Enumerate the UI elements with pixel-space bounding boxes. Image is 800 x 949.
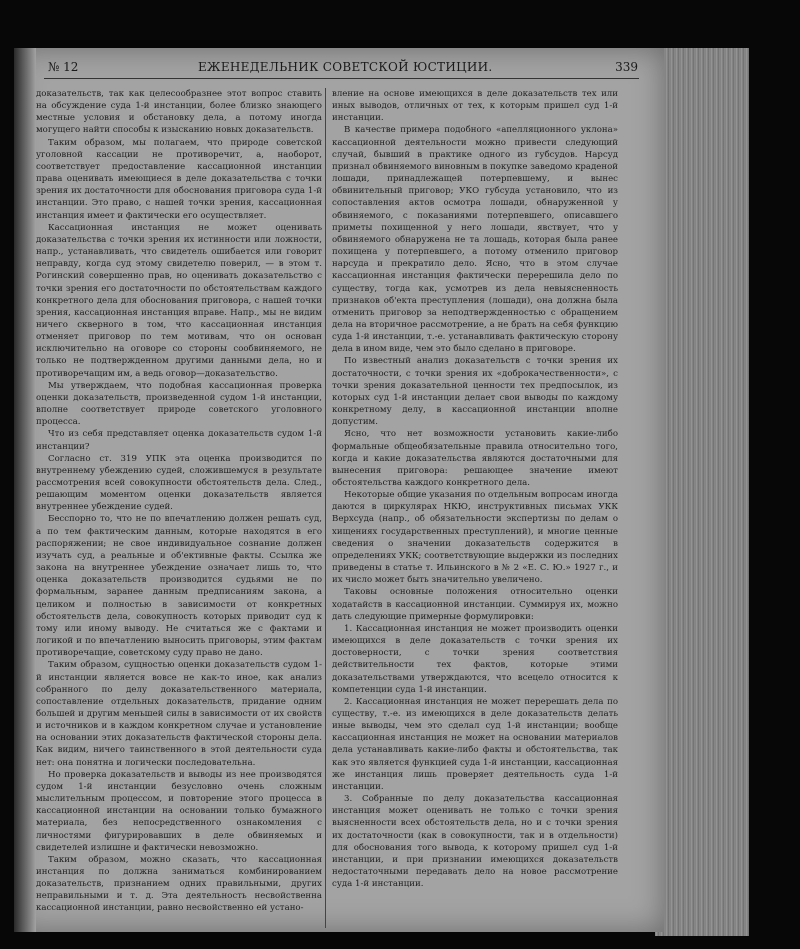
paragraph: Но проверка доказательств и выводы из нее производятся судом 1-й инстанции безусловно очень сложным мыслительным процессом, и повторение этого процесса в кассационной инстанции на основании только бумажного материала, без непосредственного ознакомления с личностями фигурировавших в деле обвиняемых и свидетелей излишне и фактически невозможно. <box>36 769 322 853</box>
header-rule <box>44 78 639 79</box>
column-divider <box>325 88 326 928</box>
paragraph: Ясно, что нет возможности установить какие-либо формальные общеобязательные правила относительно того, когда и какие доказательства являются достаточными для вынесения приговора: решающее значение имеют обстоятельства каждого конкретного дела. <box>332 429 618 488</box>
paragraph: доказательств, так как целесообразнее этот вопрос ставить на обсуждение суда 1-й инстанции, более близко знающего местные условия и обстановку дела, а потому иногда могущего найти способы к изысканию новых доказательств. <box>36 89 322 136</box>
paragraph: Согласно ст. 319 УПК эта оценка производится по внутреннему убеждению судей, сложившемуся в результате рассмотрения всей совокупности обстоятельств дела. След., решающим моментом оценки доказательств является внутреннее убеждение судей. <box>36 453 322 513</box>
page-edge-stack <box>655 48 749 936</box>
paragraph: По известный анализ доказательств с точки зрения их достаточности, с точки зрения их «доброкачественности», с точки зрения доказательной ценности тех предпосылок, из которых суд 1-й инстанции делает свои выводы по каждому конкретному делу, в кассационной инстанции вполне допустим. <box>332 356 618 428</box>
paragraph: 3. Собранные по делу доказательства кассационная инстанция может оценивать не только с точки зрения выясненности всех обстоятельств дела, но и с точки зрения их достаточности (как в совокупности, так и в отдельности) для обоснования того вывода, к которому пришел суд 1-й инстанции, и при признании имеющихся доказательств недостаточными передавать дело на новое рассмотрение суда 1-й инстанции. <box>332 794 618 890</box>
paragraph: Кассационная инстанция не может оценивать доказательства с точки зрения их истинности или ложности, напр., устанавливать, что свидетель ошибается или говорит неправду, когда суд этому свидетелю поверил, — в этом т. Рогинский совершенно прав, но оценивать доказательство с точки зрения его достаточности по обстоятельствам каждого конкретного дела для обоснования приговора, с нашей точки зрения, кассационная инстанция вправе. Напр., мы не видим ничего скверного в том, что кассационная инстанция отменяет приговор по тем мотивам, что он основан исключительно на оговоре со стороны сообвиняемого, не только не подтвержденном другими данными дела, но и противоречащим им, а ведь оговор—доказательство. <box>36 222 322 379</box>
paragraph: Таковы основные положения относительно оценки ходатайств в кассационной инстанции. Суммируя их, можно дать следующие примерные формулировки: <box>332 587 618 622</box>
paragraph: Некоторые общие указания по отдельным вопросам иногда даются в циркулярах НКЮ, инструктивных письмах УКК Верхсуда (напр., об обязательности экспертизы по делам о хищениях государственных преступлений), и многие ценные сведения о значении доказательств содержится в определениях УКК; соответствующие выдержки из последних приведены в статье т. Ильинского в № 2 «Е. С. Ю.» 1927 г., и их число может быть значительно увеличено. <box>332 490 618 586</box>
issue-number: № 12 <box>48 60 79 74</box>
paragraph: Бесспорно то, что не по впечатлению должен решать суд, а по тем фактическим данным, которые находятся в его распоряжении; не свое индивидуальное сознание должен изучать суд, а реальные и об'ективные факты. Ссылка же закона на внутреннее убеждение означает лишь то, что оценка доказательств производится судьями не по формальным, заранее данным предписаниям закона, а целиком и полностью в зависимости от конкретных обстоятельств дела, совокупность которых приводит суд к тому или иному выводу. Не считаться же с фактами и логикой и по впечатлению выносить приговоры, этим фактам противоречащие, советскому суду право не дано. <box>36 514 322 659</box>
paragraph: Что из себя представляет оценка доказательств судом 1-й инстанции? <box>36 429 322 452</box>
paragraph: Таким образом, сущностью оценки доказательств судом 1-й инстанции является вовсе не как-то иное, как анализ собранного по делу доказательственного материала, сопоставление отдельных доказательств, придание одним большей и другим меньшей силы в зависимости от их свойств и источников и в каждом конкретном случае и установление на основании этих доказательств фактической стороны дела. Как видим, ничего таинственного в этой деятельности суда нет: она понятна и логически последовательна. <box>36 660 322 768</box>
page-header <box>48 58 638 78</box>
paragraph: 2. Кассационная инстанция не может перерешать дела по существу, т.-е. из имеющихся в деле доказательств делать иные выводы, чем это сделал суд 1-й инстанции; вообще кассационная инстанция не может на основании материалов дела устанавливать какие-либо факты и обстоятельства, так как это является функцией суда 1-й инстанции, кассационная же инстанция лишь проверяет деятельность суда 1-й инстанции. <box>332 696 618 792</box>
page-number: 339 <box>615 60 638 74</box>
paragraph: В качестве примера подобного «апелляционного уклона» кассационной деятельности можно привести следующий случай, бывший в практике одного из губсудов. Нарсуд признал обвиняемого виновным в покупке заведомо краденой лошади, принадлежащей потерпевшему, и вынес обвинительный приговор; УКО губсуда установило, что из сопоставления актов осмотра лошади, обнаруженной у обвиняемого, с показаниями потерпевшего, описавшего приметы похищенной у него лошади, явствует, что у обвиняемого обнаружена не та лошадь, которая была ранее похищена у потерпевшего, а потому отменило приговор нарсуда и прекратило дело. Ясно, что в этом случае кассационная инстанция фактически перерешила дело по существу, тогда как, усмотрев из дела невыясненность признаков об'екта преступления (лошади), она должна была отменить приговор за неподтвержденностью с обращением дела на вторичное рассмотрение, а не брать на себя функцию суда 1-й инстанции, т.-е. устанавливать фактическую сторону дела в ином виде, чем это было сделано в приговоре. <box>332 125 618 355</box>
right-column <box>332 88 618 890</box>
paragraph: Таким образом, мы полагаем, что природе советской уголовной кассации не противоречит, а, наоборот, соответствует предоставление кассационной инстанции права оценивать имеющиеся в деле доказательства с точки зрения их достаточности для обоснования приговора суда 1-й инстанции. Это право, с нашей точки зрения, кассационная инстанция имеет и фактически его осуществляет. <box>36 137 322 221</box>
document-page <box>14 48 664 932</box>
binding-gutter <box>14 48 36 932</box>
paragraph: 1. Кассационная инстанция не может производить оценки имеющихся в деле доказательств с точки зрения их достоверности, с точки зрения соответствия действительности тех фактов, которые этими доказательствами утверждаются, что всецело относится к компетенции суда 1-й инстанции. <box>332 623 618 695</box>
journal-title: ЕЖЕНЕДЕЛЬНИК СОВЕТСКОЙ ЮСТИЦИИ. <box>198 60 493 74</box>
left-column <box>36 88 322 915</box>
paragraph: вление на основе имеющихся в деле доказательств тех или иных выводов, отличных от тех, к которым пришел суд 1-й инстанции. <box>332 89 618 124</box>
paragraph: Таким образом, можно сказать, что кассационная инстанция по должна заниматься комбинированием доказательств, признанием одних правильными, других неправильными и т. д. Эта деятельность несвойственна кассационной инстанции, равно несвойственно ей устано- <box>36 854 322 914</box>
paragraph: Мы утверждаем, что подобная кассационная проверка оценки доказательств, произведенной судом 1-й инстанции, вполне соответствует природе советского уголовного процесса. <box>36 380 322 428</box>
